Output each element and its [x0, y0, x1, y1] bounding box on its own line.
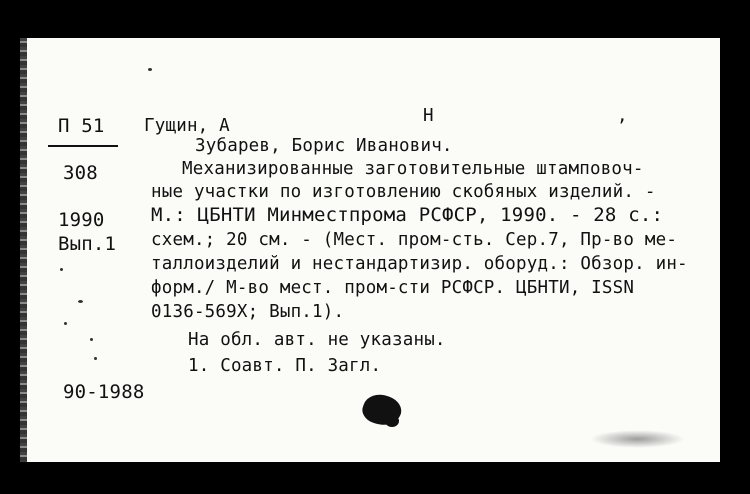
catalog-card — [20, 38, 720, 462]
issue: Вып.1 — [58, 233, 117, 255]
body-line: схем.; 20 см. - (Мест. пром-сть. Сер.7, Пр-во ме- — [151, 230, 678, 250]
speck — [90, 338, 93, 341]
ink-blot — [385, 415, 399, 427]
body-line: На обл. авт. не указаны. — [188, 330, 446, 350]
card-edge — [20, 38, 27, 462]
body-line: ные участки по изготовлению скобяных изделий. - — [151, 182, 656, 202]
body-line: Механизированные заготовительные штамповоч- — [182, 159, 644, 179]
body-line: форм./ М-во мест. пром-сти РСФСР. ЦБНТИ, ISSN — [151, 278, 635, 298]
speck — [94, 357, 97, 360]
shelfmark: П 51 — [58, 115, 105, 137]
speck — [64, 322, 67, 325]
heading-letter: Н — [423, 106, 434, 126]
body-line: М.: ЦБНТИ Минместпрома РСФСР, 1990. - 28 с.: — [151, 204, 664, 226]
author-line: Гущин, А — [144, 116, 230, 136]
heading-mark: , — [617, 106, 628, 126]
body-line: 1. Соавт. П. Загл. — [188, 356, 382, 376]
year: 1990 — [58, 209, 105, 231]
smudge — [590, 430, 685, 448]
speck — [78, 300, 83, 303]
body-line: 0136-569X; Вып.1). — [151, 302, 345, 322]
body-line: таллоизделий и нестандартизир. оборуд.: Обзор. ин- — [151, 254, 688, 274]
speck — [148, 68, 152, 71]
card-number-bottom: 90-1988 — [63, 381, 145, 403]
shelfmark-rule — [48, 145, 118, 147]
speck — [60, 268, 63, 271]
ink-blot — [359, 389, 405, 430]
card-number-308: 308 — [63, 162, 98, 184]
body-line: Зубарев, Борис Иванович. — [195, 136, 453, 156]
